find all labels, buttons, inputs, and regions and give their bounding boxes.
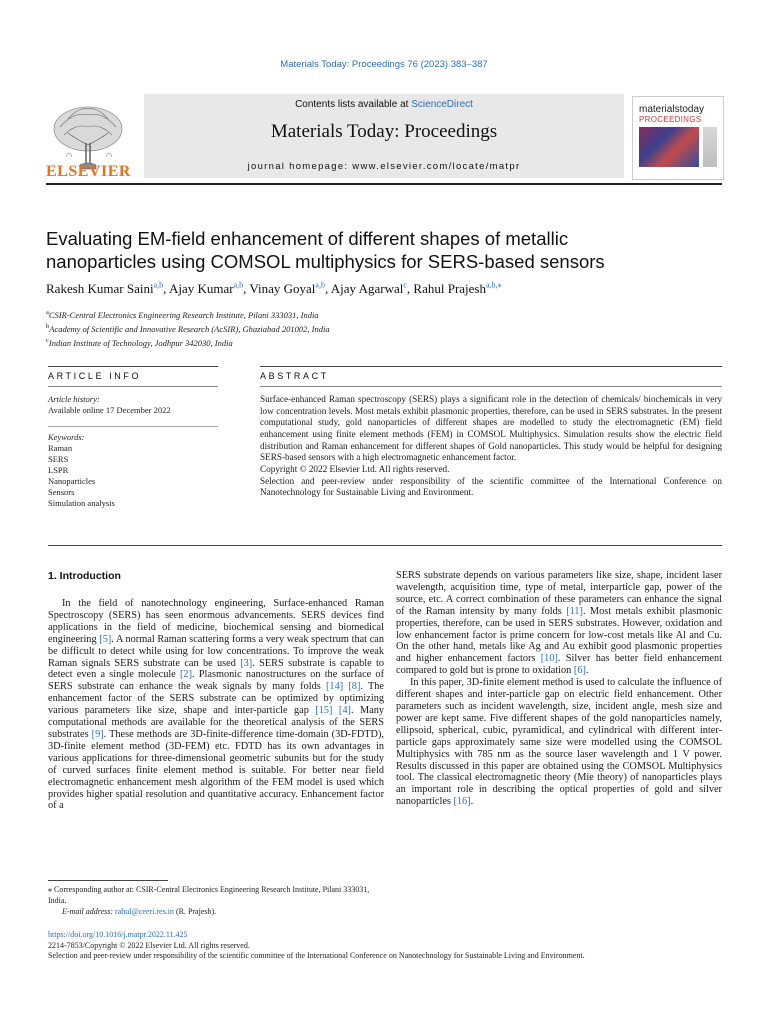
right-column: [396, 570, 722, 808]
journal-title: Materials Today: Proceedings: [270, 121, 498, 142]
abstract-bottom-rule: [48, 545, 722, 546]
article-info-sub-rule: [48, 386, 218, 387]
doi-link[interactable]: https://doi.org/10.1016/j.matpr.2022.11.425: [48, 930, 188, 939]
abstract-paragraph: Surface-enhanced Raman spectroscopy (SERS) plays a significant role in the detection of chemicals/ biochemicals in very low concentration levels. Most metals exhibit plasmonic properties, therefore, can be used in SERS substrates. In the present computational study, gold nanoparticles of different shapes are modelled to study the electromagnetic (EM) field enhancement using finite element methods (FEM) in COMSOL Multiphysics. Simulation results show the electric field distribution and Raman enhancement for different shapes of Gold nanoparticles. This study would be helpful for designing SERS-based sensors with a high electromagnetic enhancement factor.: [260, 394, 722, 463]
citation-link[interactable]: [15] [4]: [315, 705, 351, 717]
article-history: [48, 394, 218, 416]
intro-paragraph: SERS substrate depends on various parameters like size, shape, incident laser wavelength, acquisition time, type of metal, interparticle gap, power of the source, etc. A correct combination of these parameters can enhance the signal of the Raman intensity by many folds [11]. Most metals exhibit plasmonic properties, therefore, can be used in SERS substrates. However, oxidation and low enhancement factor is prime concern for low-cost metals like Al and Cu. On the other hand, metals like Ag and Au exhibit good plasmonic properties and higher enhancement factors [10]. Silver has better field enhancement compared to gold but is prone to oxidation [6].: [396, 570, 723, 677]
author-item[interactable]: Rahul Prajesh$^{a,b,⁎}$: [413, 281, 502, 297]
affiliation-item: $^a$CSIR-Central Electronics Engineering Research Institute, Pilani 333031, India: [46, 309, 319, 320]
citation-link[interactable]: [14] [8]: [326, 681, 361, 693]
abstract-heading: ABSTRACT: [260, 371, 329, 381]
keyword-item: Sensors: [48, 487, 75, 497]
citation-link[interactable]: [11]: [566, 605, 583, 617]
author-item[interactable]: Ajay Agarwal$^c$,: [330, 281, 414, 297]
keywords-label: Keywords:: [48, 432, 85, 442]
author-list: [46, 281, 726, 297]
email-label: E-mail address:: [62, 907, 114, 916]
paper-title: [46, 227, 686, 273]
cover-title: materialstoday: [639, 104, 705, 115]
publication-footer: [48, 930, 728, 962]
keywords-block: [48, 432, 218, 509]
keyword-item: Raman: [48, 443, 73, 453]
author-item[interactable]: Rakesh Kumar Saini$^{a,b}$,: [46, 281, 169, 297]
article-info-mid-rule: [48, 426, 218, 427]
left-column: [48, 598, 384, 812]
corresponding-author-footnote: [48, 884, 384, 917]
affiliation-list: [46, 307, 726, 348]
intro-paragraph: In this paper, 3D-finite element method is used to calculate the influence of different shapes and inter-particle gap on electric field enhancement. Other parameters such as incident wavelength, size, incident angle, mesh size and power are kept same. Five different shapes of the gold nanoparticles namely, ellipsoid, spherical, cubic, pyramidical, and cylindrical with different inter-particle gaps approximately same size were modelled using the COMSOL Multiphysics with 785 nm as the source laser wavelength and 1 V power. Results discussed in this paper are obtained using the COMSOL Multiphysics tool. The classical electromagnetic theory (Mie theory) of nanoparticles plays an important role in describing the optical properties of gold and silver nanoparticles [16].: [396, 677, 722, 808]
contents-line: [144, 99, 624, 110]
issn-copyright: 2214-7853/Copyright © 2022 Elsevier Ltd. All rights reserved.: [48, 940, 250, 950]
journal-cover-thumbnail[interactable]: [632, 96, 724, 180]
corresponding-author-text: ⁎ Corresponding author at: CSIR-Central Electronics Engineering Research Institute, Pilani 333031, India.: [48, 885, 370, 905]
citation-link[interactable]: [9]: [91, 728, 104, 740]
article-info-top-rule: [48, 366, 218, 367]
email-link[interactable]: rahul@ceeri.res.in: [115, 907, 174, 916]
journal-header: [46, 87, 722, 185]
author-item[interactable]: Ajay Kumar$^{a,b}$,: [168, 281, 250, 297]
abstract-body: [260, 394, 722, 499]
keyword-item: Simulation analysis: [48, 498, 115, 508]
abstract-copyright: Copyright © 2022 Elsevier Ltd. All rights reserved.: [260, 463, 450, 474]
email-suffix: (R. Prajesh).: [173, 907, 217, 916]
cover-side-panel: [703, 127, 717, 167]
article-history-label: Article history:: [48, 394, 100, 404]
citation-link[interactable]: [2]: [180, 669, 193, 681]
sciencedirect-link[interactable]: ScienceDirect: [411, 99, 473, 110]
abstract-peer-review: Selection and peer-review under responsibility of the scientific committee of the International Conference on Nanotechnology for Sustainable Living and Environment.: [260, 475, 722, 498]
elsevier-wordmark: ELSEVIER: [46, 163, 131, 180]
abstract-top-rule: [260, 366, 722, 367]
citation-link[interactable]: [5]: [99, 633, 112, 645]
paper-title-line-2: nanoparticles using COMSOL multiphysics for SERS-based sensors: [46, 251, 605, 272]
intro-paragraph: In the field of nanotechnology engineering, Surface-enhanced Raman Spectroscopy (SERS) has seen enormous advancements. SERS devices find applications in the field of medicine, biochemical sensing and biomedical engineering [5]. A normal Raman scattering forms a very weak spectrum that can be difficult to detect while using for low concentrations. To improve the weak Raman signals SERS substrate can be used [3]. SERS substrate is capable to detect even a single molecule [2]. Plasmonic nanostructures on the surface of SERS substrate can enhance the weak signals by many folds [14] [8]. The enhancement factor of the SERS substrate can be optimized by optimizing various parameters like size, shape and inter-particle gap [15] [4]. Many computational methods are available for the theoretical analysis of the SERS substrates [9]. These methods are 3D-finite-difference time-domain (3D-FDTD), 3D-finite element method (3D-FEM) etc. FDTD has its own advantages in various applications for three-dimensional geometric subunits but for the study of curved surfaces finite element method is suitable. For better near field electromagnetic enhancement mesh algorithm of the FEM model is used which provides higher spatial resolution and quantitative accuracy. Enhancement factor of a: [48, 598, 385, 812]
paper-title-line-1: Evaluating EM-field enhancement of different shapes of metallic: [46, 228, 569, 249]
journal-banner: [144, 94, 624, 178]
journal-reference-link[interactable]: Materials Today: Proceedings 76 (2023) 383–387: [280, 59, 488, 70]
footnote-rule: [48, 880, 168, 881]
article-history-value: Available online 17 December 2022: [48, 405, 171, 415]
section-heading-introduction: 1. Introduction: [48, 570, 121, 582]
citation-link[interactable]: [16]: [453, 796, 471, 808]
email-line: [48, 906, 384, 917]
article-info-heading: ARTICLE INFO: [48, 371, 142, 381]
cover-image: [639, 127, 699, 167]
journal-homepage[interactable]: journal homepage: www.elsevier.com/locate/matpr: [247, 161, 521, 172]
citation-link[interactable]: [10]: [540, 653, 558, 665]
keyword-item: SERS: [48, 454, 69, 464]
citation-link[interactable]: [6]: [573, 665, 586, 677]
contents-prefix: Contents lists available at: [295, 99, 412, 110]
keyword-item: Nanoparticles: [48, 476, 96, 486]
affiliation-item: $^b$Academy of Scientific and Innovative Research (AcSIR), Ghaziabad 201002, India: [46, 322, 330, 334]
abstract-sub-rule: [260, 386, 722, 387]
citation-link[interactable]: [3]: [240, 657, 253, 669]
author-item[interactable]: Vinay Goyal$^{a,b}$,: [249, 281, 331, 297]
footer-peer-review: Selection and peer-review under responsibility of the scientific committee of the International Conference on Nanotechnology for Sustainable Living and Environment.: [48, 951, 585, 961]
affiliation-item: $^c$Indian Institute of Technology, Jodhpur 342030, India: [46, 336, 233, 348]
cover-subtitle: PROCEEDINGS: [639, 115, 702, 124]
keyword-item: LSPR: [48, 465, 69, 475]
